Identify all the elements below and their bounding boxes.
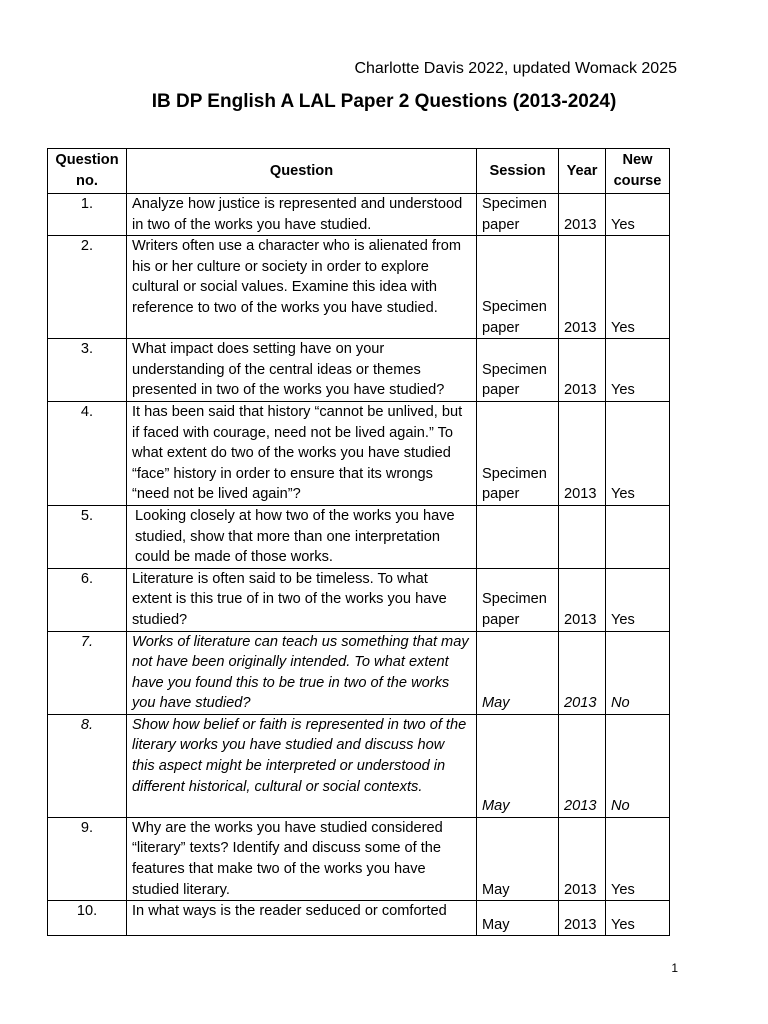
table-row	[48, 901, 670, 936]
year-cell: 2013	[559, 631, 606, 714]
session-cell: Specimen paper	[477, 568, 559, 631]
new-course-cell: No	[606, 714, 670, 817]
table-row	[48, 817, 670, 900]
question-text: What impact does setting have on your understanding of the central ideas or themes presented in two of the works you have studied?	[127, 339, 477, 402]
year-cell	[559, 505, 606, 568]
header-year: Year	[559, 149, 606, 194]
session-cell: Specimen paper	[477, 401, 559, 505]
session-cell	[477, 505, 559, 568]
question-text: Literature is often said to be timeless. To what extent is this true of in two of the works you have studied?	[127, 568, 477, 631]
questions-table	[47, 148, 670, 936]
new-course-cell	[606, 505, 670, 568]
table-row	[48, 194, 670, 236]
header-question-no: Question no.	[48, 149, 127, 194]
year-cell: 2013	[559, 236, 606, 339]
year-cell: 2013	[559, 817, 606, 900]
session-cell: May	[477, 714, 559, 817]
year-cell: 2013	[559, 568, 606, 631]
table-row	[48, 339, 670, 402]
question-text: Why are the works you have studied considered “literary” texts? Identify and discuss some of the features that make two of the works you have studied literary.	[127, 817, 477, 900]
new-course-cell: No	[606, 631, 670, 714]
question-text: Writers often use a character who is alienated from his or her culture or society in order to explore cultural or social values. Examine this idea with reference to two of the works you have studied.	[127, 236, 477, 339]
session-cell: May	[477, 901, 559, 936]
question-text: In what ways is the reader seduced or comforted	[127, 901, 477, 936]
session-cell: Specimen paper	[477, 236, 559, 339]
new-course-cell: Yes	[606, 194, 670, 236]
year-cell: 2013	[559, 401, 606, 505]
new-course-cell: Yes	[606, 817, 670, 900]
question-no: 8.	[48, 714, 127, 817]
session-cell: May	[477, 631, 559, 714]
question-no: 1.	[48, 194, 127, 236]
table-row	[48, 568, 670, 631]
new-course-cell: Yes	[606, 568, 670, 631]
table-row	[48, 631, 670, 714]
question-text: Works of literature can teach us something that may not have been originally intended. To what extent have you found this to be true in two of the works you have studied?	[127, 631, 477, 714]
year-cell: 2013	[559, 194, 606, 236]
year-cell: 2013	[559, 339, 606, 402]
question-text: Show how belief or faith is represented in two of the literary works you have studied and discuss how this aspect might be interpreted or understood in different historical, cultural or social contexts.	[127, 714, 477, 817]
header-new-course: New course	[606, 149, 670, 194]
question-text: It has been said that history “cannot be unlived, but if faced with courage, need not be lived again.” To what extent do two of the works you have studied “face” history in order to ensure that its wrongs “need not be lived again”?	[127, 401, 477, 505]
new-course-cell: Yes	[606, 236, 670, 339]
page-title: IB DP English A LAL Paper 2 Questions (2013-2024)	[151, 91, 617, 112]
header-session: Session	[477, 149, 559, 194]
question-text: Looking closely at how two of the works you have studied, show that more than one interpretation could be made of those works.	[127, 505, 477, 568]
session-cell: May	[477, 817, 559, 900]
new-course-cell: Yes	[606, 339, 670, 402]
table-header-row	[48, 149, 670, 194]
question-no: 10.	[48, 901, 127, 936]
question-no: 7.	[48, 631, 127, 714]
header-question: Question	[127, 149, 477, 194]
table-row	[48, 401, 670, 505]
question-no: 3.	[48, 339, 127, 402]
question-no: 5.	[48, 505, 127, 568]
session-cell: Specimen paper	[477, 194, 559, 236]
question-no: 4.	[48, 401, 127, 505]
new-course-cell: Yes	[606, 901, 670, 936]
question-no: 2.	[48, 236, 127, 339]
question-no: 9.	[48, 817, 127, 900]
year-cell: 2013	[559, 714, 606, 817]
table-row	[48, 236, 670, 339]
question-no: 6.	[48, 568, 127, 631]
table-row	[48, 714, 670, 817]
session-cell: Specimen paper	[477, 339, 559, 402]
author-credit: Charlotte Davis 2022, updated Womack 2025	[354, 60, 677, 77]
year-cell: 2013	[559, 901, 606, 936]
new-course-cell: Yes	[606, 401, 670, 505]
question-text: Analyze how justice is represented and understood in two of the works you have studied.	[127, 194, 477, 236]
page-number: 1	[671, 961, 678, 975]
table-row	[48, 505, 670, 568]
